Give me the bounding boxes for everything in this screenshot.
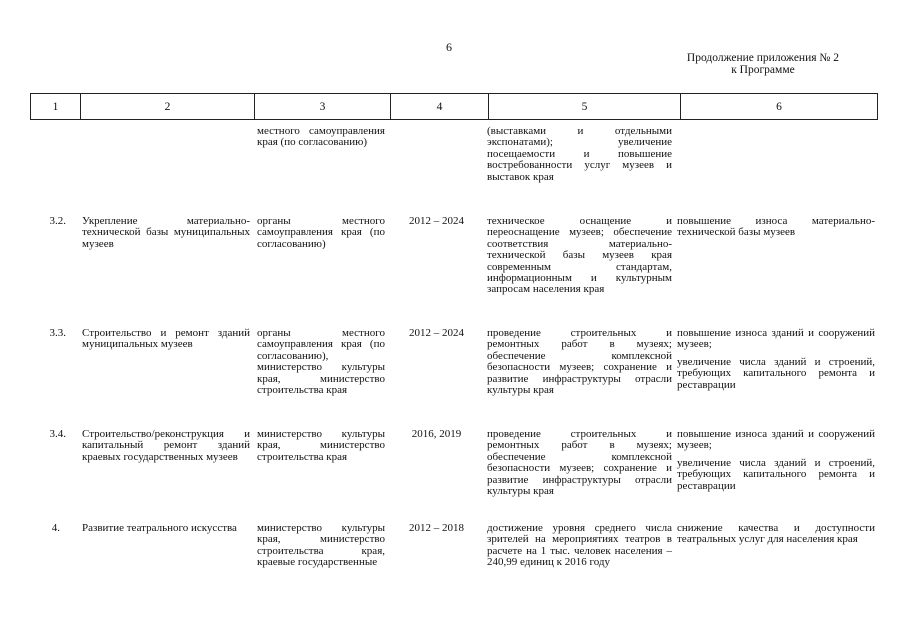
consequence-item: увеличение числа зданий и строений, требующих капитального ремонта и реставрации [677, 456, 875, 492]
row-number: 3.4. [49, 428, 66, 440]
row-executor: министерство культуры края, министерство строительства края [257, 428, 385, 463]
row-number: 3.3. [49, 327, 66, 339]
row-executor: министерство культуры края, министерство строительства края, краевые государственные [257, 522, 385, 569]
consequence-item: увеличение числа зданий и строений, требующих капитального ремонта и реставрации [677, 355, 875, 391]
header-cell-6: 6 [681, 94, 878, 120]
consequence-item: повышение износа зданий и сооружений музеев; [677, 428, 875, 452]
row-name: Развитие театрального искусства [82, 522, 237, 534]
row-name: Строительство и ремонт зданий муниципальных музеев [82, 327, 250, 351]
row-activities: достижение уровня среднего числа зрителей на мероприятиях театров в расчете на 1 тыс. человек населения – 240,99 единиц к 2016 году [487, 522, 672, 569]
column-number-header [30, 93, 878, 120]
continuation-line-1: Продолжение приложения № 2 [686, 52, 839, 64]
row-activities: проведение строительных и ремонтных работ в музеях; обеспечение комплексной безопасности музеев; сохранение и развитие инфраструктуры отрасли культуры края [487, 327, 672, 397]
header-cell-5: 5 [489, 94, 681, 120]
header-cell-3: 3 [255, 94, 391, 120]
row-consequences [677, 429, 875, 498]
row-number: 4. [51, 522, 60, 534]
header-cell-2: 2 [81, 94, 255, 120]
consequence-item: снижение качества и доступности театральных услуг для населения края [677, 522, 875, 546]
appendix-continuation [687, 52, 839, 76]
row-activities: (выставками и отдельными экспонатами); увеличение посещаемости и повышение востребованности услуг музеев и выставок края [487, 125, 672, 183]
consequence-item: повышение износа материально-технической базы музеев [677, 215, 875, 239]
row-executor: органы местного самоуправления края (по согласованию), министерство культуры края, министерство строительства края [257, 327, 385, 397]
row-period: 2016, 2019 [411, 428, 462, 440]
page-number: 6 [446, 40, 452, 54]
header-cell-4: 4 [391, 94, 489, 120]
consequence-item: повышение износа зданий и сооружений музеев; [677, 327, 875, 351]
row-consequences [677, 523, 875, 552]
row-activities: проведение строительных и ремонтных работ в музеях; обеспечение комплексной безопасности музеев; сохранение и развитие инфраструктуры отрасли культуры края [487, 428, 672, 498]
row-name: Строительство/реконструкция и капитальный ремонт зданий краевых государственных музеев [82, 428, 250, 463]
row-period: 2012 – 2024 [409, 215, 464, 227]
row-period: 2012 – 2024 [409, 327, 464, 339]
row-consequences [677, 216, 875, 245]
header-cell-1: 1 [31, 94, 81, 120]
row-consequences [677, 328, 875, 397]
row-number: 3.2. [49, 215, 66, 227]
continuation-line-2: к Программе [731, 64, 795, 76]
row-executor: органы местного самоуправления края (по согласованию) [257, 215, 385, 250]
row-name: Укрепление материально-технической базы муниципальных музеев [82, 215, 250, 250]
row-activities: техническое оснащение и переоснащение музеев; обеспечение соответствия материально-технической базы музеев края современным стандартам, информационным и культурным запросам населения края [487, 215, 672, 296]
row-period: 2012 – 2018 [409, 522, 464, 534]
row-executor: местного самоуправления края (по согласованию) [257, 125, 385, 149]
